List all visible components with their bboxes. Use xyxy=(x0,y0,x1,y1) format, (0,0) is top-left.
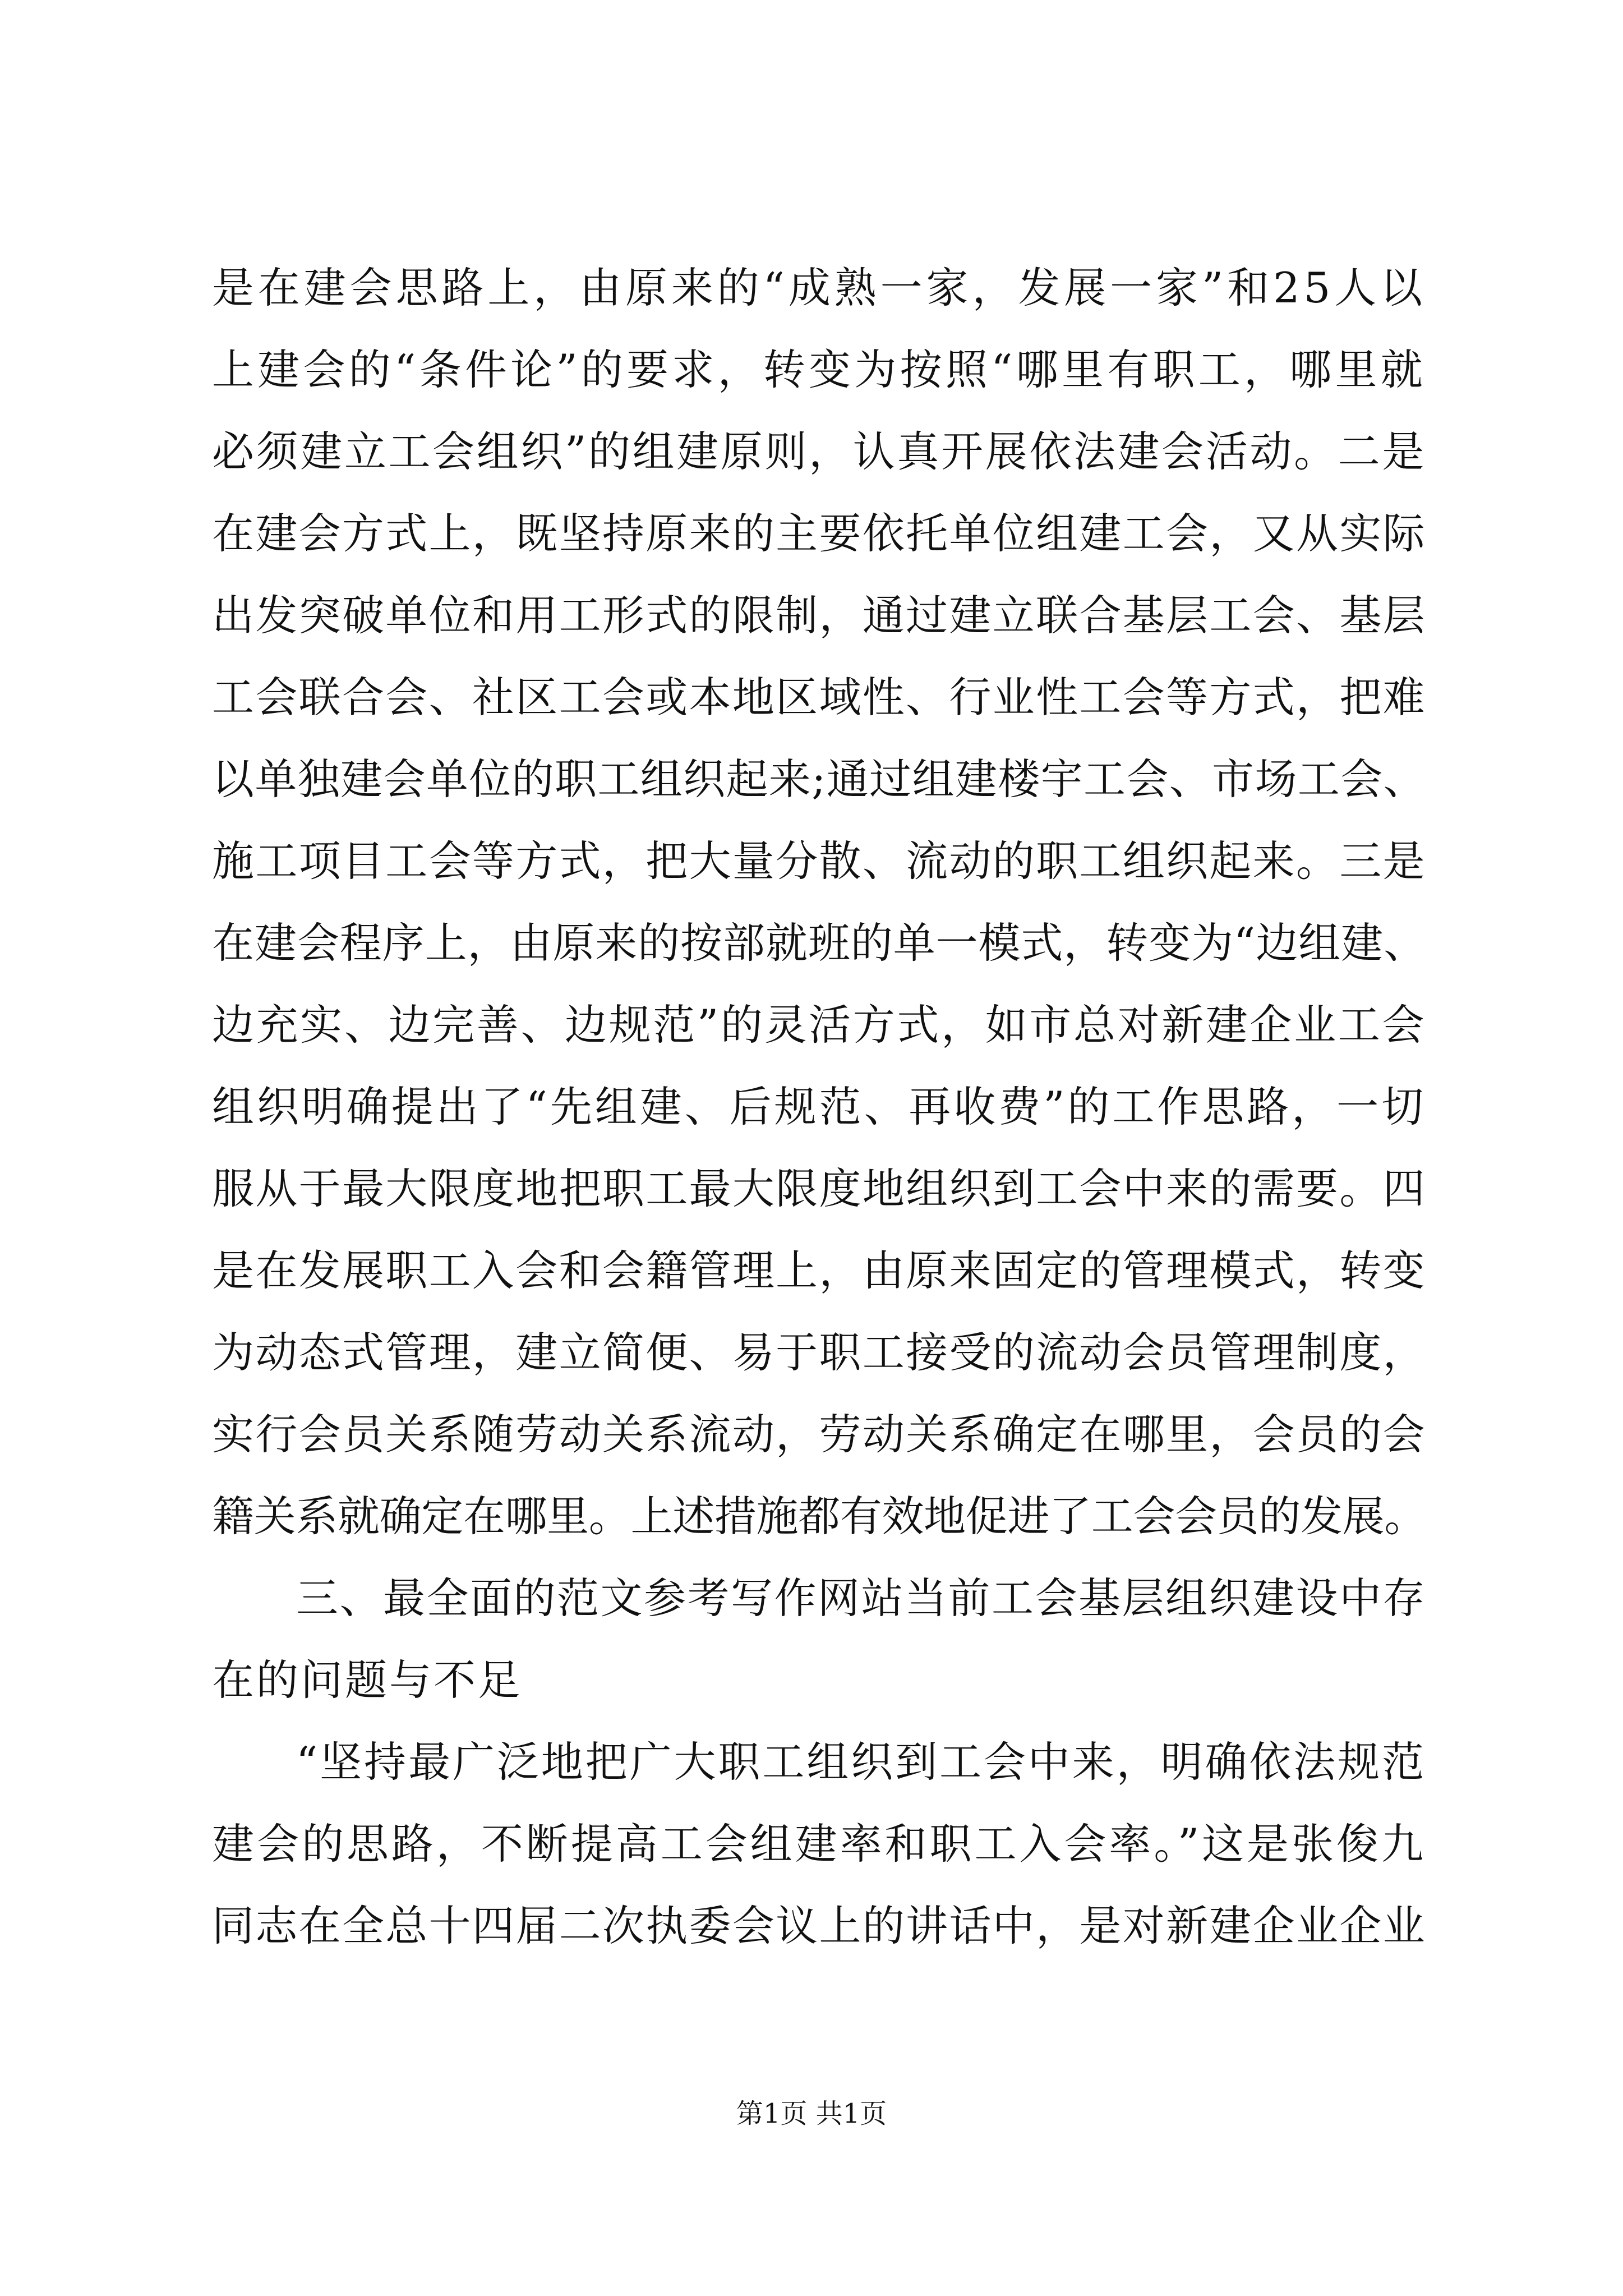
text-line-content: 以单独建会单位的职工组织起来;通过组建楼宇工会、市场工会、 xyxy=(212,754,1426,804)
text-line xyxy=(212,656,1426,738)
text-line xyxy=(212,1148,1426,1230)
text-line-content: 边充实、边完善、边规范”的灵活方式，如市总对新建企业工会 xyxy=(212,1000,1426,1050)
text-line xyxy=(212,1803,1426,1885)
text-line xyxy=(212,1230,1426,1312)
text-line-content: 服从于最大限度地把职工最大限度地组织到工会中来的需要。四 xyxy=(212,1164,1426,1213)
page-footer: 第1页 共1页 xyxy=(736,2098,887,2129)
text-line-content: 组织明确提出了“先组建、后规范、再收费”的工作思路，一切 xyxy=(212,1082,1426,1131)
text-line-content: 是在建会思路上，由原来的“成熟一家，发展一家”和25人以 xyxy=(212,263,1426,312)
text-line-content: 在建会程序上，由原来的按部就班的单一模式，转变为“边组建、 xyxy=(212,918,1426,968)
text-line xyxy=(212,1557,1426,1639)
text-line xyxy=(212,1721,1426,1803)
text-line xyxy=(212,574,1426,656)
text-line-content: 籍关系就确定在哪里。上述措施都有效地促进了工会会员的发展。 xyxy=(212,1492,1426,1541)
text-line-content: 施工项目工会等方式，把大量分散、流动的职工组织起来。三是 xyxy=(212,836,1426,886)
text-line xyxy=(212,902,1426,984)
text-line-content: 工会联合会、社区工会或本地区域性、行业性工会等方式，把难 xyxy=(212,673,1426,722)
text-line xyxy=(212,411,1426,493)
text-line xyxy=(212,329,1426,411)
text-line xyxy=(212,1066,1426,1148)
text-line xyxy=(212,247,1426,329)
text-line-content: 建会的思路，不断提高工会组建率和职工入会率。”这是张俊九 xyxy=(212,1819,1426,1869)
text-line-content: 出发突破单位和用工形式的限制，通过建立联合基层工会、基层 xyxy=(212,591,1426,640)
text-line xyxy=(212,984,1426,1066)
text-line-content: 同志在全总十四届二次执委会议上的讲话中，是对新建企业企业 xyxy=(212,1901,1426,1950)
text-line-content: 实行会员关系随劳动关系流动，劳动关系确定在哪里，会员的会 xyxy=(212,1410,1426,1459)
text-line xyxy=(212,1885,1426,1967)
text-line-content: 在建会方式上，既坚持原来的主要依托单位组建工会，又从实际 xyxy=(212,509,1426,558)
text-line-content: 为动态式管理，建立简便、易于职工接受的流动会员管理制度， xyxy=(212,1328,1426,1377)
text-line xyxy=(212,1639,1426,1721)
text-line-content: “坚持最广泛地把广大职工组织到工会中来，明确依法规范 xyxy=(296,1737,1426,1787)
text-line-content: 三、最全面的范文参考写作网站当前工会基层组织建设中存 xyxy=(296,1573,1426,1623)
text-line xyxy=(212,1393,1426,1475)
text-line xyxy=(212,493,1426,574)
text-line xyxy=(212,820,1426,902)
text-line xyxy=(212,738,1426,820)
document-body xyxy=(212,247,1426,1967)
text-line-content: 是在发展职工入会和会籍管理上，由原来固定的管理模式，转变 xyxy=(212,1246,1426,1295)
text-line-content: 在的问题与不足 xyxy=(212,1655,523,1705)
text-line-content: 必须建立工会组织”的组建原则，认真开展依法建会活动。二是 xyxy=(212,427,1426,476)
text-line xyxy=(212,1312,1426,1393)
text-line xyxy=(212,1475,1426,1557)
text-line-content: 上建会的“条件论”的要求，转变为按照“哪里有职工，哪里就 xyxy=(212,345,1426,394)
